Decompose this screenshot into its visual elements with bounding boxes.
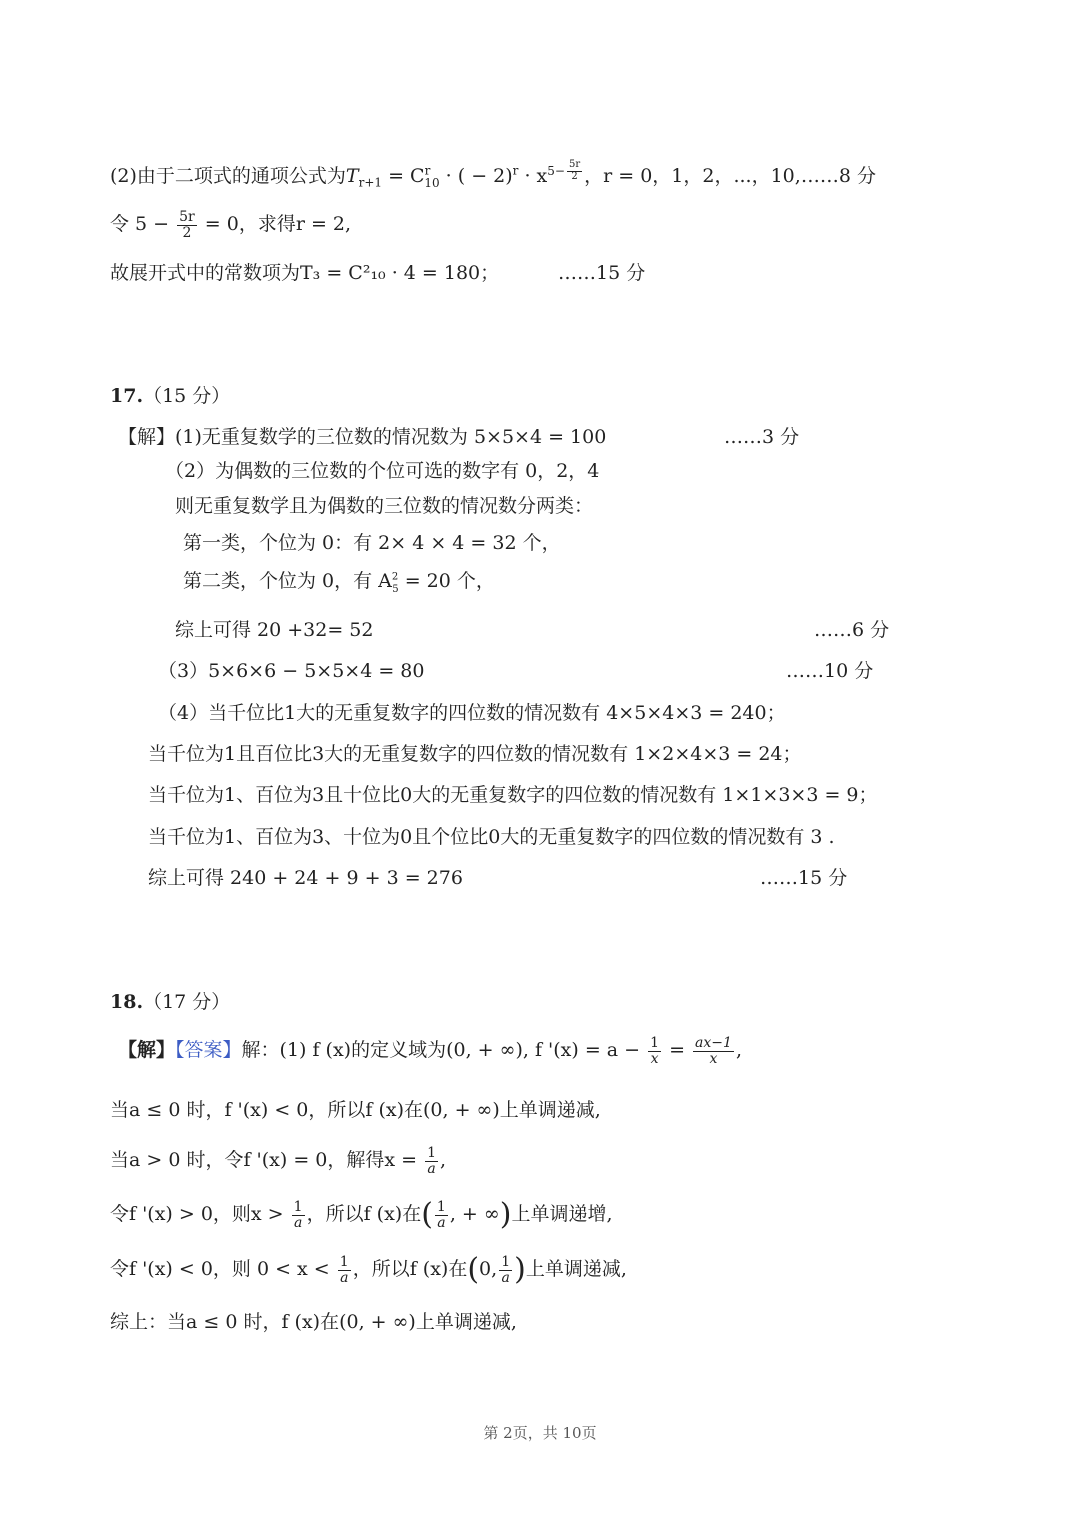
q17-p2a: （2）为偶数的三位数的个位可选的数字有 0，2，4 [165, 460, 600, 482]
q18-line3: 当a > 0 时，令f '(x) = 0，解得x = $\frac{1}{a}$ , [110, 1145, 447, 1177]
q17-p1-score: ……3 分 [724, 426, 800, 448]
q16-const-text: 故展开式中的常数项为T₃ = C²₁₀ · 4 = 180； [110, 262, 500, 284]
q18-l5-prefix: 令f '(x) < 0，则 0 < x < [110, 1258, 330, 1281]
q18-heading [110, 993, 230, 1012]
q18-l4-mid: ，所以f (x)在 [306, 1203, 422, 1226]
fraction-1-over-a: $\frac{1}{a}$ [436, 1199, 446, 1231]
q16-part2-line: (2)由于二项式的通项公式为$T_{r+1} = C^r_{10}$ · ( − $2)^r \cdot x^{5- \frac{5r}{2}}$ ，r = 0，1，2，...，10,……8 分 [110, 159, 876, 190]
q18-answer-label: 【答案】 [175, 1039, 242, 1062]
q17-p4a: （4）当千位比1大的无重复数字的四位数的情况数有 4×5×4×3 = 240； [158, 702, 786, 724]
q18-l1-prefix: 解：(1) f (x)的定义域为(0, + ∞), f '(x) = a − [241, 1039, 641, 1062]
q18-line5: 令f '(x) < 0，则 0 < x < $\frac{1}{a}$ ，所以f (x)在(0, $\frac{1}{a}$ )上单调递减, [110, 1252, 627, 1288]
q17-p2c: 第一类，个位为 0：有 2× 4 × 4 = 32 个， [183, 532, 561, 554]
q16-let-prefix: 令 5 − [110, 213, 170, 236]
q17-p3: （3）5×6×6 − 5×5×4 = 80 [158, 660, 425, 682]
q18-line2: 当a ≤ 0 时，f '(x) < 0，所以f (x)在(0, + ∞)上单调递减, [110, 1099, 601, 1121]
q17-number: 17. [110, 385, 144, 407]
q17-p4e-score: ……15 分 [760, 867, 848, 889]
q17-heading [110, 387, 230, 406]
q17-p4c: 当千位为1、百位为3且十位比0大的无重复数字的四位数的情况数有 1×1×3×3 = 9； [148, 784, 878, 806]
q16-const-score: ……15 分 [558, 262, 646, 284]
q18-line1: 【解】【答案】解：(1) f (x)的定义域为(0, + ∞), f '(x) = a − $\frac{1}{x}$ = $\frac{ax-1}{x}$ , [118, 1035, 742, 1067]
q16-const-line [110, 264, 499, 283]
q18-l5-suffix: 上单调递减, [525, 1258, 627, 1281]
q17-p1: 【解】(1)无重复数学的三位数的情况数为 5×5×4 = 100 [118, 426, 607, 448]
q17-p4d: 当千位为1、百位为3、十位为0且个位比0大的无重复数字的四位数的情况数有 3 . [148, 826, 835, 848]
page-footer: 第 2页，共 10页 [483, 1424, 597, 1442]
q17-p2e: 综上可得 20 +32= 52 [175, 619, 374, 641]
q16-let-line [110, 210, 351, 240]
fraction-1-over-x: $\frac{1}{x}$ [650, 1035, 660, 1067]
q18-jie-label: 【解】 [118, 1039, 176, 1062]
q17-p2d: 第二类，个位为 0，有 $A^2_5 = 20$ 个， [183, 570, 495, 595]
fraction-1-over-a: $\frac{1}{a}$ [427, 1145, 437, 1177]
q18-line4: 令f '(x) > 0，则x > $\frac{1}{a}$ ，所以f (x)在( $\frac{1}{a}$ , + ∞)上单调递增, [110, 1197, 613, 1233]
q16-score-8: ……8 分 [800, 164, 876, 187]
q18-l5-mid: ，所以f (x)在 [352, 1258, 468, 1281]
q18-l3-prefix: 当a > 0 时，令f '(x) = 0，解得x = [110, 1149, 418, 1172]
q17-p4b: 当千位为1且百位比3大的无重复数字的四位数的情况数有 1×2×4×3 = 24； [148, 743, 802, 765]
fraction-5r-over-2: $\frac{5r}{2}$ [179, 209, 195, 241]
fraction-1-over-a: $\frac{1}{a}$ [501, 1254, 511, 1286]
q18-points: （17 分） [143, 991, 231, 1013]
q17-p2d-prefix: 第二类，个位为 0，有 A [183, 570, 392, 592]
q16-let-suffix: = 0，求得r = 2, [204, 213, 352, 236]
fraction-ax-minus-1-over-x: $\frac{ax-1}{x}$ [695, 1035, 732, 1067]
q16-part2-prefix: (2)由于二项式的通项公式为 [110, 164, 346, 187]
q18-number: 18. [110, 991, 144, 1013]
q16-range: r = 0，1，2，...，10, [603, 164, 801, 187]
q17-p2b: 则无重复数学且为偶数的三位数的情况数分两类： [175, 495, 594, 517]
fraction-1-over-a: $\frac{1}{a}$ [293, 1199, 303, 1231]
q18-l4-suffix: 上单调递增, [511, 1203, 613, 1226]
q17-p2d-suffix: = 20 个， [404, 570, 495, 592]
q17-p2e-score: ……6 分 [814, 619, 890, 641]
q18-l4-prefix: 令f '(x) > 0，则x > [110, 1203, 284, 1226]
q17-p3-score: ……10 分 [786, 660, 874, 682]
fraction-1-over-a: $\frac{1}{a}$ [339, 1254, 349, 1286]
q18-line6: 综上：当a ≤ 0 时，f (x)在(0, + ∞)上单调递减, [110, 1311, 517, 1333]
q17-points: （15 分） [143, 385, 231, 407]
q17-p4e: 综上可得 240 + 24 + 9 + 3 = 276 [148, 867, 463, 889]
